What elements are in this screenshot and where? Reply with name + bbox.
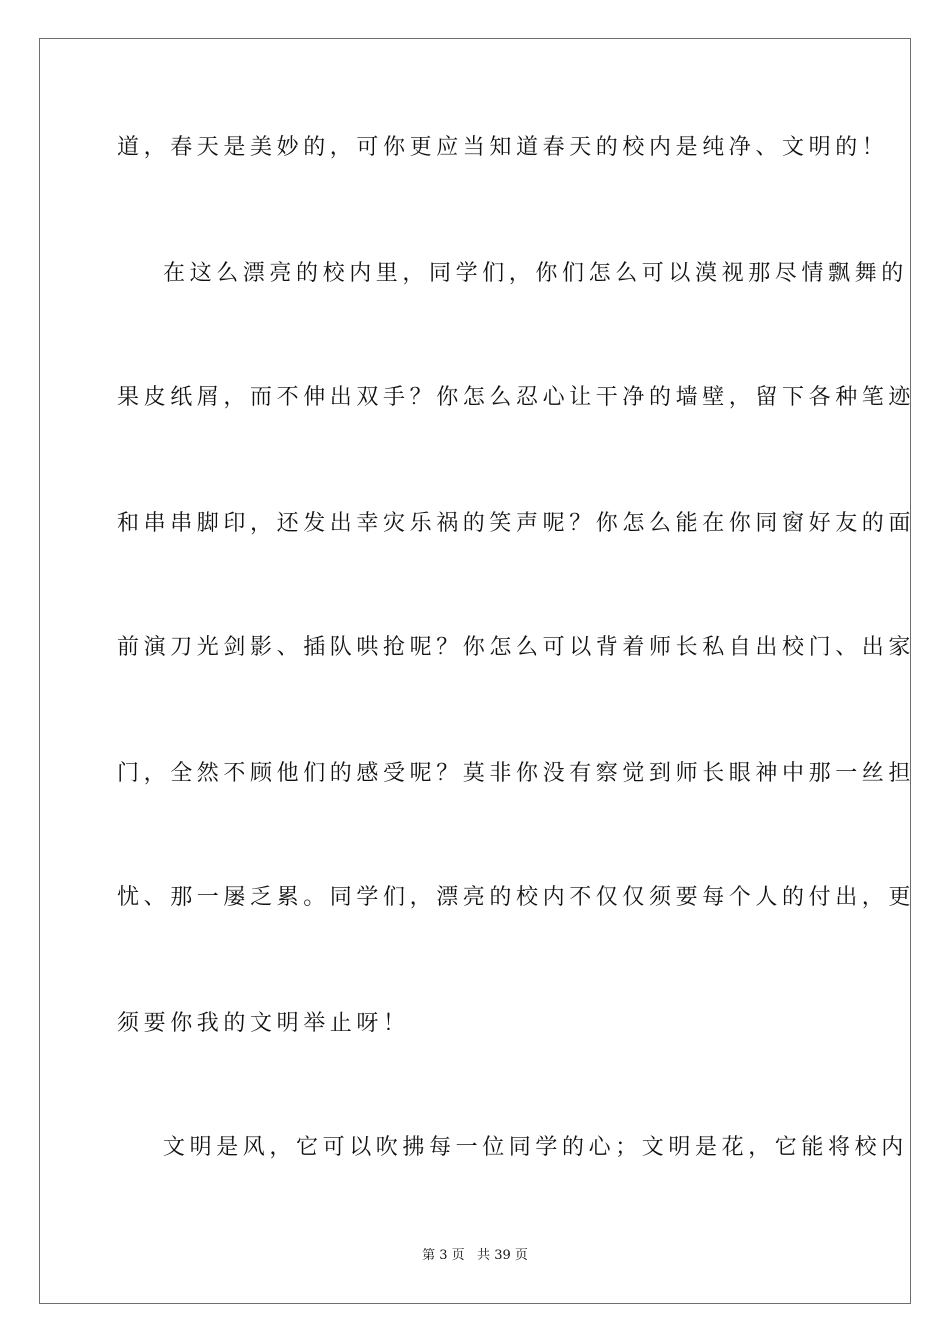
text-line-6: 门，全然不顾他们的感受呢？莫非你没有察觉到师长眼神中那一丝担: [117, 761, 916, 786]
text-line-5: 前演刀光剑影、插队哄抢呢？你怎么可以背着师长私自出校门、出家: [117, 635, 916, 660]
paragraph-start-line: 在这么漂亮的校内里，同学们，你们怎么可以漠视那尽情飘舞的: [163, 261, 908, 286]
text-line-4: 和串串脚印，还发出幸灾乐祸的笑声呢？你怎么能在你同窗好友的面: [117, 511, 916, 536]
page-footer: 第 3 页 共 39 页: [422, 1248, 528, 1263]
text-line-3: 果皮纸屑，而不伸出双手？你怎么忍心让干净的墙壁，留下各种笔迹: [117, 385, 916, 410]
text-line-8: 须要你我的文明举止呀！: [117, 1011, 410, 1036]
text-line-7: 忧、那一屡乏累。同学们，漂亮的校内不仅仅须要每个人的付出，更: [117, 885, 916, 910]
paragraph-start-line-2: 文明是风，它可以吹拂每一位同学的心；文明是花，它能将校内: [163, 1135, 908, 1160]
page-border: [39, 38, 916, 1304]
text-line-1: 道，春天是美妙的，可你更应当知道春天的校内是纯净、文明的！: [117, 135, 889, 160]
